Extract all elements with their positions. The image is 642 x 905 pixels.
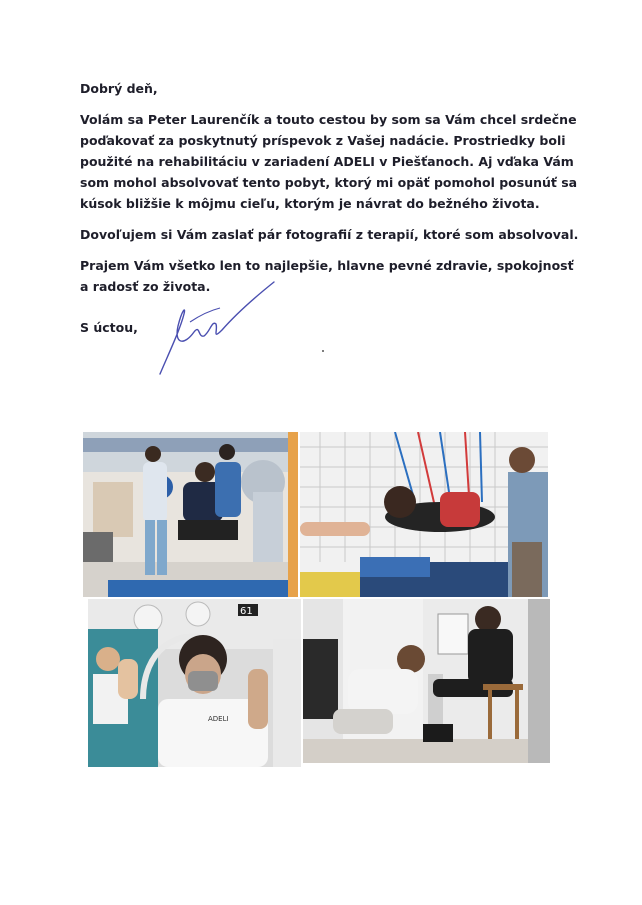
ink-dot: [322, 350, 324, 352]
closing: S úctou,: [80, 320, 138, 335]
chamber-number: 61: [240, 606, 253, 617]
photo-leg-therapy: [303, 599, 550, 763]
shirt-logo: ADELI: [208, 715, 229, 723]
handwritten-signature: [150, 270, 290, 380]
greeting: Dobrý deň,: [80, 81, 158, 96]
paragraph-photos: Dovoľujem si Vám zaslať pár fotografií z terapií, ktoré som absolvoval.: [80, 227, 579, 242]
paragraph-wishes: Prajem Vám všetko len to najlepšie, hlavne pevné zdravie, spokojnosť a radosť zo života.: [80, 258, 574, 294]
photo-oxygen-chamber: [88, 599, 301, 767]
paragraph-thanks: Volám sa Peter Laurenčík a touto cestou by som sa Vám chcel srdečne poďakovať za poskytnutý príspevok z Vašej nadácie. Prostriedky boli použité na rehabilitáciu v zariadení ADELI v Piešťanoch. Aj vďaka Vám som mohol absolvovať tento pobyt, ktorý mi opäť pomohol posunúť sa kúsok bližšie k môjmu cieľu, ktorým je návrat do bežného života.: [80, 112, 578, 211]
photo-gym-therapy: [83, 432, 298, 597]
photo-suspension-therapy: [300, 432, 548, 597]
